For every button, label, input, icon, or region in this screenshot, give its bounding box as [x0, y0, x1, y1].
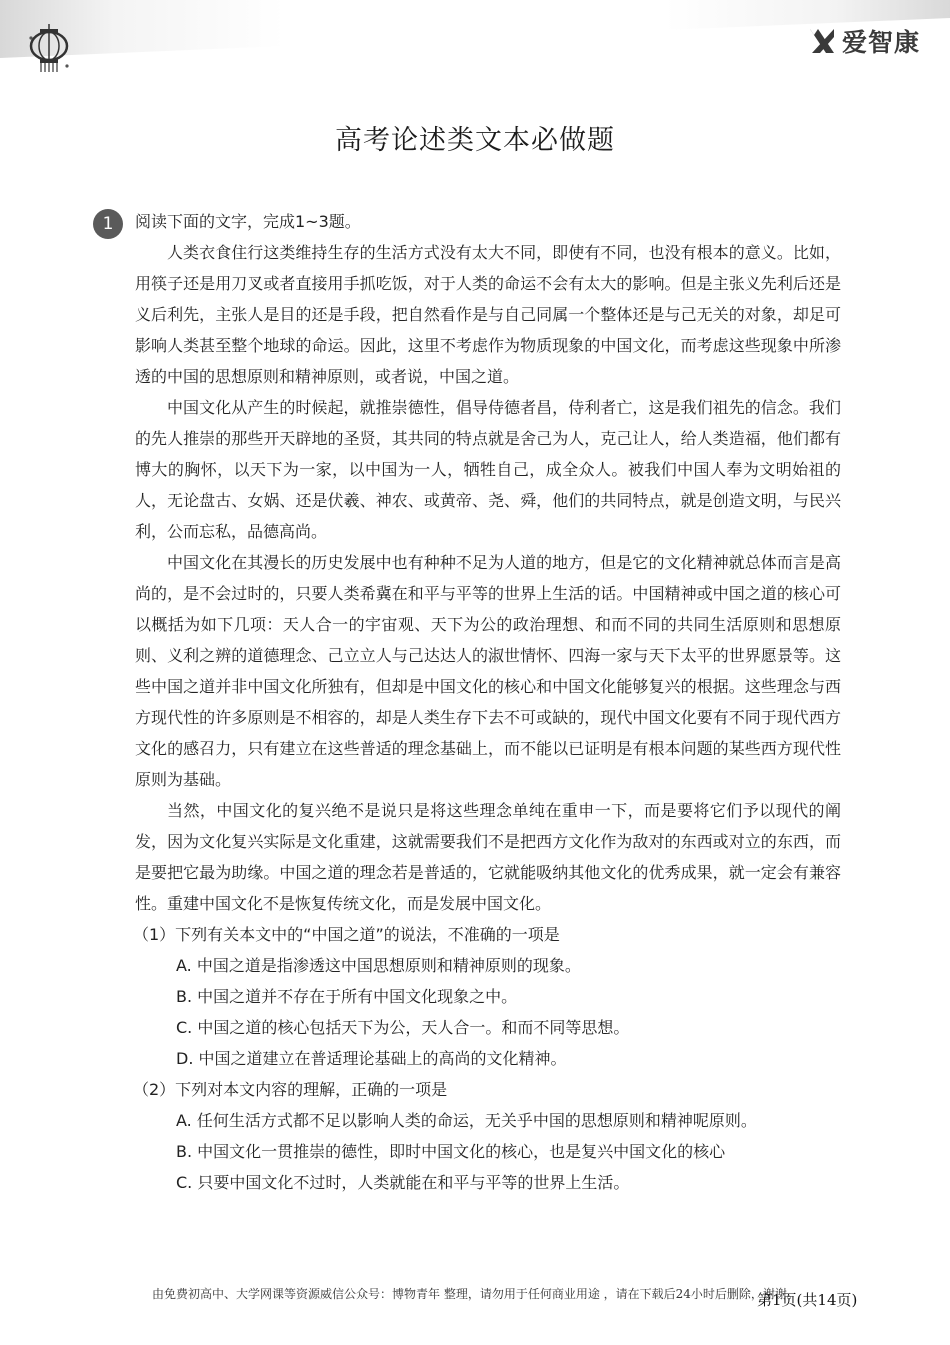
lantern-icon [26, 24, 72, 74]
passage-paragraph: 当然，中国文化的复兴绝不是说只是将这些理念单纯在重申一下，而是要将它们予以现代的阐发，因为文化复兴实际是文化重建，这就需要我们不是把西方文化作为敌对的东西或对立的东西，而是要把它最为助缘。中国之道的理念若是普适的，它就能吸纳其他文化的优秀成果，就一定会有兼容性。重建中国文化不是恢复传统文化，而是发展中国文化。 [135, 801, 841, 913]
page-title: 高考论述类文本必做题 [335, 125, 615, 156]
question-number-badge: 1 [93, 209, 123, 239]
option-a: A. 任何生活方式都不足以影响人类的命运，无关乎中国的思想原则和精神呢原则。 [176, 1111, 757, 1130]
passage-paragraph: 中国文化从产生的时候起，就推崇德性，倡导侍德者昌，侍利者亡，这是我们祖先的信念。我们的先人推崇的那些开天辟地的圣贤，其共同的特点就是舍己为人，克己让人，给人类造福，他们都有博大的胸怀，以天下为一家，以中国为一人，牺牲自己，成全众人。被我们中国人奉为文明始祖的人，无论盘古、女娲、还是伏羲、神农、或黄帝、尧、舜，他们的共同特点，就是创造文明，与民兴利，公而忘私，品德高尚。 [135, 398, 841, 541]
question-content [135, 206, 841, 1198]
brand-x-icon [808, 27, 836, 55]
passage-paragraph: 中国文化在其漫长的历史发展中也有种种不足为人道的地方，但是它的文化精神就总体而言是高尚的，是不会过时的，只要人类希冀在和平与平等的世界上生活的话。中国精神或中国之道的核心可以概括为如下几项：天人合一的宇宙观、天下为公的政治理想、和而不同的共同生活原则和思想原则、义利之辨的道德理念、己立立人与己达达人的淑世情怀、四海一家与天下太平的世界愿景等。这些中国之道并非中国文化所独有，但却是中国文化的核心和中国文化能够复兴的根据。这些理念与西方现代性的许多原则是不相容的，却是人类生存下去不可或缺的，现代中国文化要有不同于现代西方文化的感召力，只有建立在这些普适的理念基础上，而不能以已证明是有根本问题的某些西方现代性原则为基础。 [135, 553, 841, 789]
option-d: D. 中国之道建立在普适理论基础上的高尚的文化精神。 [176, 1049, 567, 1068]
footer-notice: 由免费初高中、大学网课等资源威信公众号：博物青年 整理，请勿用于任何商业用途 ，请在下载后24小时后删除，谢谢。 [152, 1287, 799, 1301]
option-a: A. 中国之道是指渗透这中国思想原则和精神原则的现象。 [176, 956, 581, 975]
passage-paragraph: 人类衣食住行这类维持生存的生活方式没有太大不同，即使有不同，也没有根本的意义。比如，用筷子还是用刀叉或者直接用手抓吃饭，对于人类的命运不会有太大的影响。但是主张义先利后还是义后利先，主张人是目的还是手段，把自然看作是与自己同属一个整体还是与己无关的对象，却足可影响人类甚至整个地球的命运。因此，这里不考虑作为物质现象的中国文化，而考虑这些现象中所渗透的中国的思想原则和精神原则，或者说，中国之道。 [135, 243, 841, 386]
sub-question-stem: （1）下列有关本文中的“中国之道”的说法，不准确的一项是 [133, 925, 560, 944]
sub-question-stem: （2）下列对本文内容的理解，正确的一项是 [133, 1080, 448, 1099]
brand-logo [808, 24, 920, 58]
brand-name: 爱智康 [841, 28, 920, 57]
question-instruction: 阅读下面的文字，完成1~3题。 [135, 212, 361, 231]
option-c: C. 只要中国文化不过时，人类就能在和平与平等的世界上生活。 [176, 1173, 630, 1192]
option-b: B. 中国之道并不存在于所有中国文化现象之中。 [176, 987, 518, 1006]
option-b: B. 中国文化一贯推崇的德性，即时中国文化的核心，也是复兴中国文化的核心 [176, 1142, 726, 1161]
option-c: C. 中国之道的核心包括天下为公，天人合一。和而不同等思想。 [176, 1018, 630, 1037]
page-number: 第1页(共14页) [757, 1291, 858, 1309]
